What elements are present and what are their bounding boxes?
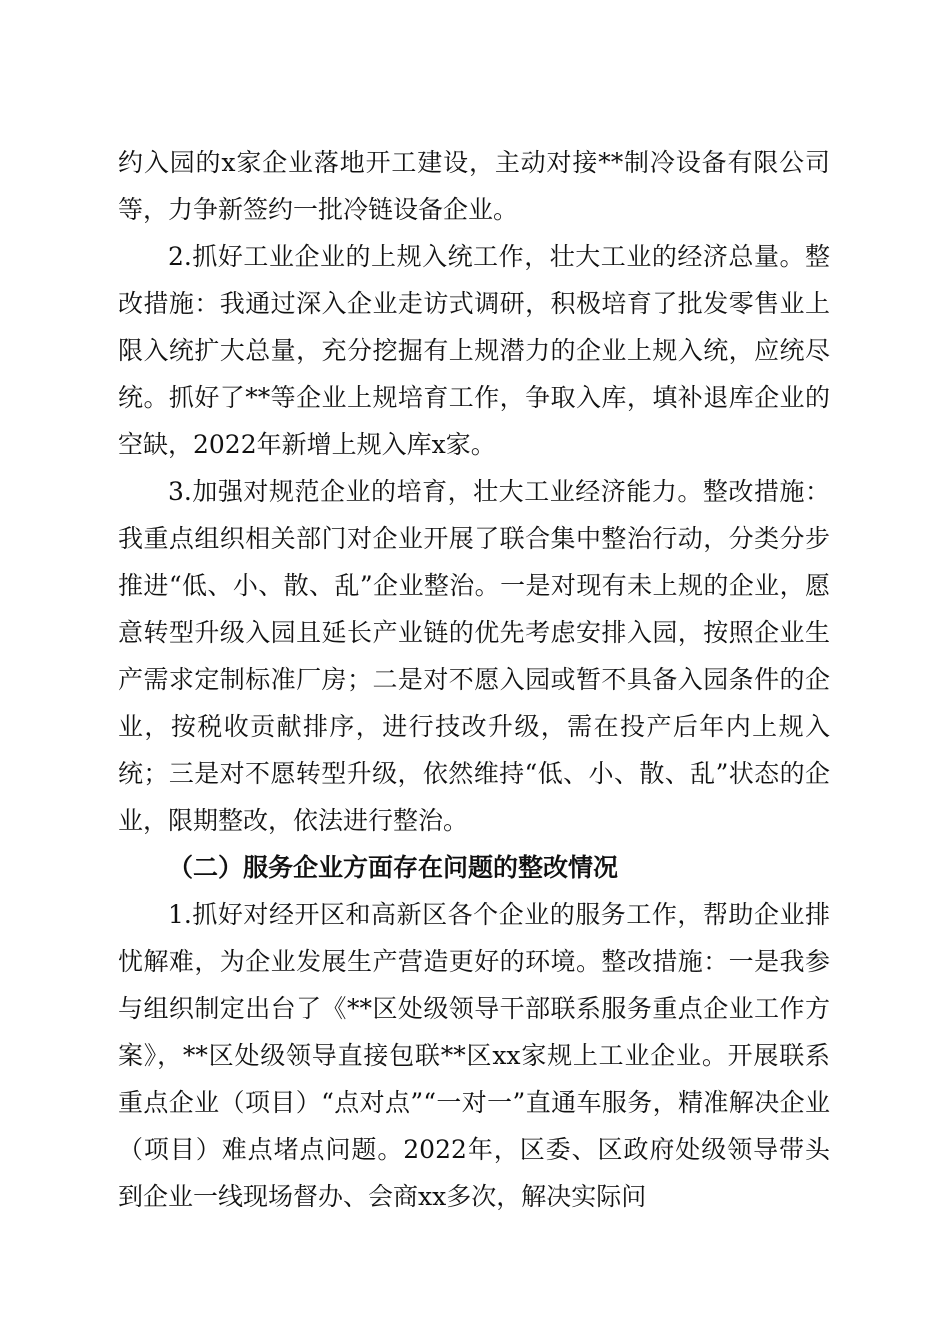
paragraph-service-item-1: 1.抓好对经开区和高新区各个企业的服务工作，帮助企业排忧解难，为企业发展生产营造更好的环境。整改措施：一是我参与组织制定出台了《**区处级领导干部联系服务重点企业工作方案》，**区处级领导直接包联**区xx家规上工业企业。开展联系重点企业（项目）“点对点”“一对一”直通车服务，精准解决企业（项目）难点堵点问题。2022年，区委、区政府处级领导带头到企业一线现场督办、会商xx多次，解决实际问 — [118, 900, 830, 1211]
paragraph-item-3: 3.加强对规范企业的培育，壮大工业经济能力。整改措施：我重点组织相关部门对企业开展了联合集中整治行动，分类分步推进“低、小、散、乱”企业整治。一是对现有未上规的企业，愿意转型升级入园且延长产业链的优先考虑安排入园，按照企业生产需求定制标准厂房；二是对不愿入园或暂不具备入园条件的企业，按税收贡献排序，进行技改升级，需在投产后年内上规入统；三是对不愿转型升级，依然维持“低、小、散、乱”状态的企业，限期整改，依法进行整治。 — [118, 477, 830, 835]
document-body — [118, 139, 830, 1220]
paragraph-item-2: 2.抓好工业企业的上规入统工作，壮大工业的经济总量。整改措施：我通过深入企业走访式调研，积极培育了批发零售业上限入统扩大总量，充分挖掘有上规潜力的企业上规入统，应统尽统。抓好了**等企业上规培育工作，争取入库，填补退库企业的空缺，2022年新增上规入库x家。 — [118, 242, 830, 459]
section-heading: （二）服务企业方面存在问题的整改情况 — [168, 853, 619, 882]
paragraph-continued: 约入园的x家企业落地开工建设，主动对接**制冷设备有限公司等，力争新签约一批冷链设备企业。 — [118, 148, 830, 224]
